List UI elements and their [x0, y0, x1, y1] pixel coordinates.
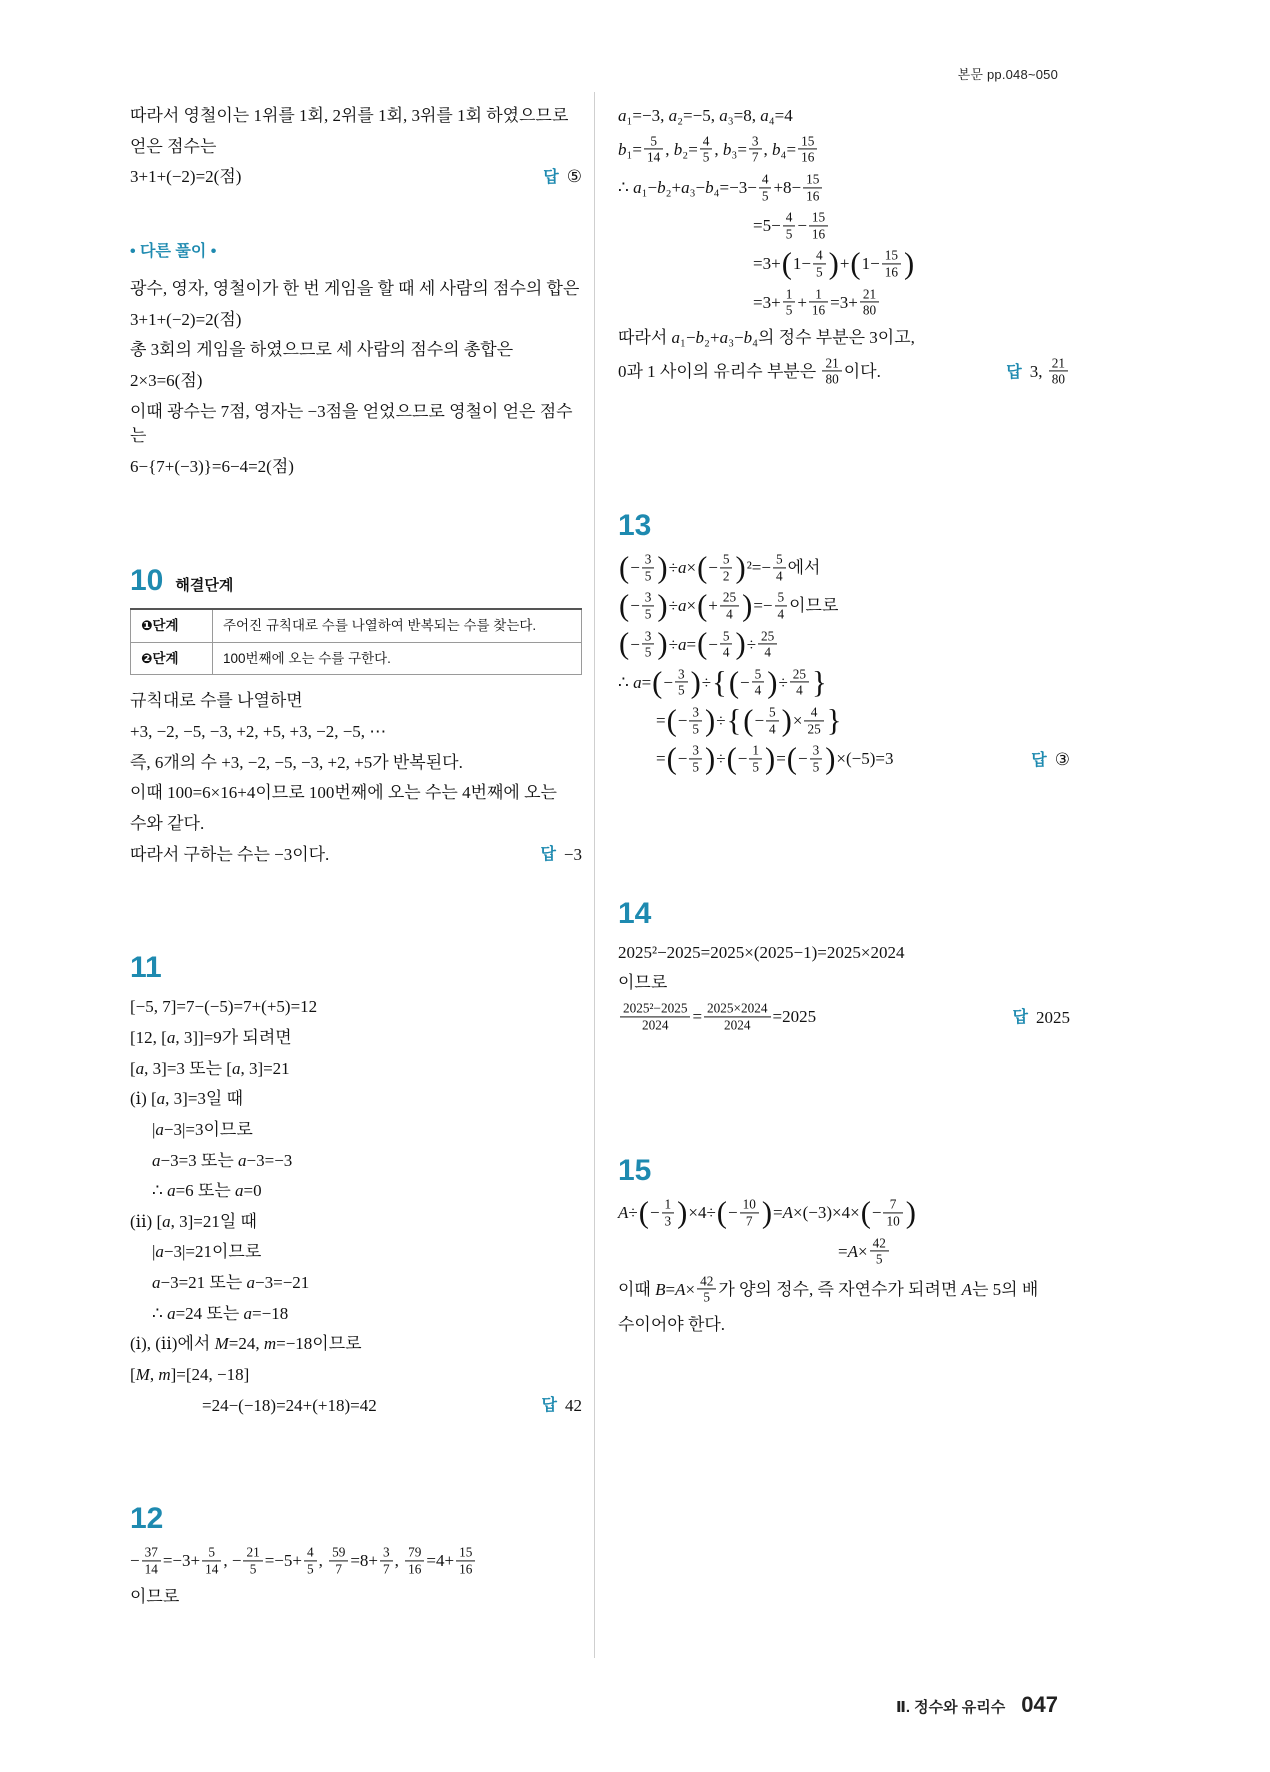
fraction: $\frac{1}{16}$ [809, 286, 828, 318]
solution-line [618, 1195, 1070, 1230]
fraction: $\frac{3}{5}$ [642, 551, 655, 583]
fraction: $\frac{7}{10}$ [883, 1197, 902, 1229]
solution-line [618, 665, 1070, 700]
fraction: $\frac{15}{16}$ [798, 133, 817, 165]
line-text: A÷(− $\frac{1}{3}$ )×4÷(− $\frac{10}{7}$ )=A×(−3)×4×(− $\frac{7}{10}$ ) [618, 1195, 916, 1230]
left-column [130, 98, 582, 1615]
fraction: $\frac{79}{16}$ [405, 1545, 424, 1577]
problem-heading [618, 1156, 1070, 1186]
solution-block [130, 995, 582, 1418]
fraction: $\frac{59}{7}$ [329, 1545, 348, 1577]
problem-number: 13 [618, 508, 652, 542]
line-text: +3, −2, −5, −3, +2, +5, +3, −2, −5, ⋯ [130, 722, 387, 742]
problem-number: 15 [618, 1154, 652, 1188]
solution-line [618, 326, 1070, 351]
answer-value: 3, $\frac{21}{80}$ [1030, 357, 1070, 389]
solution-line [130, 400, 582, 449]
line-text: =24−(−18)=24+(+18)=42 [202, 1395, 377, 1415]
solution-line [130, 1585, 582, 1610]
line-text: 수와 같다. [130, 814, 205, 834]
solution-line [618, 971, 1070, 996]
answer-label: 답 [540, 846, 556, 864]
line-text: 3+1+(−2)=2(점) [130, 167, 242, 187]
problem-heading [130, 563, 582, 597]
fraction: $\frac{21}{80}$ [860, 286, 879, 318]
line-text: =5− $\frac{4}{5}$ − $\frac{15}{16}$ [753, 211, 830, 243]
fraction: $\frac{5}{14}$ [644, 133, 663, 165]
line-text: 광수, 영자, 영철이가 한 번 게임을 할 때 세 사람의 점수의 합은 [130, 279, 580, 299]
fraction: $\frac{4}{5}$ [304, 1545, 317, 1577]
line-text: 6−{7+(−3)}=6−4=2(점) [130, 456, 294, 476]
problem-heading [618, 508, 1070, 542]
fraction: $\frac{5}{4}$ [773, 551, 786, 583]
line-text: 3+1+(−2)=2(점) [130, 309, 242, 329]
answer-value: ⑤ [566, 167, 582, 187]
fraction: $\frac{15}{16}$ [456, 1545, 475, 1577]
answer [994, 357, 1070, 389]
solution-line [130, 277, 582, 302]
problem-number: 14 [618, 896, 652, 930]
fraction: $\frac{3}{7}$ [380, 1545, 393, 1577]
line-text: − $\frac{37}{14}$ =−3+ $\frac{5}{14}$ , − $\frac{21}{5}$ =−5+ $\frac{4}{5}$ , $\frac{59}{7}$ =8+ $\frac{3}{7}$ , $\frac{79}{16}$ =4+ $\frac{15}{16}$ [130, 1546, 477, 1578]
solution-block [618, 550, 1070, 777]
solution-line [618, 1313, 1070, 1338]
solution-line [130, 1057, 582, 1082]
line-text: 따라서 구하는 수는 −3이다. [130, 844, 330, 864]
solution-line [130, 1546, 582, 1578]
solution-line [130, 1179, 582, 1204]
fraction: $\frac{21}{5}$ [243, 1545, 262, 1577]
line-text: 0과 1 사이의 유리수 부분은 $\frac{21}{80}$ 이다. [618, 355, 881, 387]
fraction: $\frac{42}{5}$ [870, 1235, 889, 1267]
line-text: 따라서 영철이는 1위를 1회, 2위를 1회, 3위를 1회 하였으므로 [130, 106, 569, 125]
right-column [618, 98, 1070, 1615]
fraction: $\frac{5}{4}$ [752, 666, 765, 698]
problem-heading [130, 953, 582, 983]
fraction: $\frac{\text{2025²−2025}}{2024}$ [620, 1000, 690, 1032]
answer-label: 답 [543, 169, 559, 186]
line-text: 이때 광수는 7점, 영자는 −3점을 얻었으므로 영철이 얻은 점수는 [130, 401, 573, 446]
fraction: $\frac{5}{2}$ [720, 551, 733, 583]
chapter-title: Ⅱ. 정수와 유리수 [895, 1699, 1006, 1716]
solution-line [130, 812, 582, 837]
solution-block [130, 104, 582, 190]
solution-line [130, 1332, 582, 1357]
step-name: ❷단계 [131, 642, 213, 675]
answer-label: 답 [541, 1397, 557, 1415]
line-text: |a−3|=21이므로 [152, 1242, 262, 1262]
step-description: 주어진 규칙대로 수를 나열하여 반복되는 수를 찾는다. [213, 609, 582, 642]
solution-line [130, 720, 582, 745]
header-reference: 본문 pp.048~050 [957, 67, 1058, 82]
line-text: a₁=−3, a₂=−5, a₃=8, a₄=4 [618, 106, 793, 125]
solution-line [130, 689, 582, 714]
fraction: $\frac{1}{5}$ [783, 286, 796, 318]
problem-heading [130, 1504, 582, 1534]
solution-line [618, 135, 1070, 167]
problem-heading [618, 896, 1070, 930]
answer-value: ③ [1054, 750, 1070, 770]
solution-line [130, 1087, 582, 1112]
problem-number: 10 [130, 563, 164, 597]
solution-block [618, 104, 1070, 389]
steps-row [131, 609, 582, 642]
fraction: $\frac{3}{5}$ [689, 743, 702, 775]
answer [531, 165, 582, 190]
solution-line [130, 1210, 582, 1235]
solution-line [618, 104, 1070, 129]
fraction: $\frac{3}{5}$ [689, 705, 702, 737]
page-number: 047 [1021, 1692, 1058, 1717]
answer [528, 843, 582, 868]
line-text: $\frac{\text{2025²−2025}}{2024}$ = $\frac{2025\times 2024}{2024}$ =2025 [618, 1002, 816, 1034]
solution-block [130, 277, 582, 479]
fraction: $\frac{3}{5}$ [642, 590, 655, 622]
solution-line [130, 308, 582, 333]
answer-value: −3 [563, 844, 582, 864]
column-divider [594, 92, 595, 1658]
line-text: (ⅰ), (ⅱ)에서 M=24, m=−18이므로 [130, 1334, 362, 1354]
line-text: ∴ a=6 또는 a=0 [152, 1181, 262, 1201]
answer-label: 답 [1031, 751, 1047, 769]
fraction: $\frac{15}{16}$ [809, 210, 828, 242]
fraction: $\frac{3}{5}$ [642, 628, 655, 660]
solution-line [618, 550, 1070, 585]
answer-label: 답 [1012, 1009, 1028, 1027]
line-text: 얻은 점수는 [130, 136, 217, 156]
line-text: |a−3|=3이므로 [152, 1119, 253, 1139]
fraction: $\frac{4}{5}$ [813, 248, 826, 280]
line-text: (− $\frac{3}{5}$ )÷a×(− $\frac{5}{2}$ )²=− $\frac{5}{4}$ 에서 [619, 550, 821, 585]
solution-line [618, 588, 1070, 623]
step-name: ❶단계 [131, 609, 213, 642]
solution-line [130, 1394, 582, 1419]
solution-block [618, 1195, 1070, 1337]
line-text: [M, m]=[24, −18] [130, 1365, 250, 1384]
line-text: (− $\frac{3}{5}$ )÷a×(+ $\frac{25}{4}$ )=− $\frac{5}{4}$ 이므로 [619, 588, 839, 623]
page-header [958, 64, 1058, 83]
fraction: $\frac{37}{14}$ [142, 1545, 161, 1577]
line-text: (− $\frac{3}{5}$ )÷a=(− $\frac{5}{4}$ )÷ $\frac{25}{4}$ [618, 630, 779, 662]
line-text: =A× $\frac{42}{5}$ [838, 1237, 891, 1269]
solution-line [618, 1234, 1070, 1269]
solution-line [130, 1149, 582, 1174]
solution-line [130, 338, 582, 363]
solution-line [130, 751, 582, 776]
line-text: 이므로 [130, 1586, 180, 1606]
fraction: $\frac{4}{5}$ [783, 210, 796, 242]
solution-line [618, 288, 1070, 320]
solution-line [618, 357, 1070, 389]
fraction: $\frac{15}{16}$ [882, 248, 901, 280]
fraction: $\frac{4}{5}$ [700, 133, 713, 165]
solution-line [618, 211, 1070, 243]
solution-line [130, 135, 582, 160]
line-text: a−3=3 또는 a−3=−3 [152, 1150, 293, 1170]
line-text: ∴ a=24 또는 a=−18 [152, 1303, 289, 1323]
solution-line [130, 1271, 582, 1296]
line-text: =(− $\frac{3}{5}$ )÷(− $\frac{1}{5}$ )=(− $\frac{3}{5}$ )×(−5)=3 [656, 741, 894, 776]
line-text: a−3=21 또는 a−3=−21 [152, 1273, 310, 1293]
line-text: =3+(1− $\frac{4}{5}$ )+(1− $\frac{15}{16}$ ) [753, 246, 915, 281]
solution-block [618, 941, 1070, 1035]
solution-line [130, 995, 582, 1020]
line-text: 즉, 6개의 수 +3, −2, −5, −3, +2, +5가 반복된다. [130, 752, 463, 772]
solution-line [618, 941, 1070, 966]
fraction: $\frac{4}{25}$ [804, 705, 823, 737]
fraction: $\frac{21}{80}$ [822, 355, 841, 387]
line-text: ∴ a₁−b₂+a₃−b₄=−3− $\frac{4}{5}$ +8− $\frac{15}{16}$ [618, 173, 824, 205]
solution-steps-table [130, 608, 582, 675]
alternate-solution-heading: • 다른 풀이 • [130, 242, 217, 260]
fraction: $\frac{3}{7}$ [749, 133, 762, 165]
answer-label: 답 [1006, 364, 1022, 382]
problem-label: 해결단계 [175, 576, 234, 594]
line-text: b₁= $\frac{5}{14}$ , b₂= $\frac{4}{5}$ , b₃= $\frac{3}{7}$ , b₄= $\frac{15}{16}$ [618, 135, 819, 167]
line-text: 2×3=6(점) [130, 371, 203, 391]
page-footer [896, 1692, 1058, 1718]
line-text: [−5, 7]=7−(−5)=7+(+5)=12 [130, 997, 318, 1017]
fraction: $\frac{5}{4}$ [766, 705, 779, 737]
fraction: $\frac{10}{7}$ [740, 1197, 759, 1229]
solution-line [130, 1240, 582, 1265]
solution-block [130, 689, 582, 867]
solution-line [618, 741, 1070, 776]
line-text: (ⅰ) [a, 3]=3일 때 [130, 1089, 244, 1109]
solution-line [130, 165, 582, 190]
line-text: ∴ a=(− $\frac{3}{5}$ )÷{(− $\frac{5}{4}$ )÷ $\frac{25}{4}$ } [618, 665, 827, 700]
solution-line [618, 246, 1070, 281]
solution-line [618, 1275, 1070, 1307]
fraction: $\frac{3}{5}$ [810, 743, 823, 775]
line-text: 이때 B=A× $\frac{42}{5}$ 가 양의 정수, 즉 자연수가 되려면 A는 5의 배 [618, 1273, 1039, 1305]
solution-line [130, 843, 582, 868]
fraction: $\frac{21}{80}$ [1049, 355, 1068, 387]
solution-line [130, 1302, 582, 1327]
fraction: $\frac{42}{5}$ [697, 1273, 716, 1305]
problem-number: 11 [130, 951, 162, 985]
answer [530, 1394, 582, 1419]
problem-number: 12 [130, 1502, 164, 1536]
answer-value: 42 [565, 1395, 582, 1415]
fraction: $\frac{25}{4}$ [790, 666, 809, 698]
line-text: 수이어야 한다. [618, 1315, 726, 1335]
fraction: $\frac{5}{4}$ [720, 628, 733, 660]
solution-line [130, 1026, 582, 1051]
fraction: $\frac{25}{4}$ [758, 628, 777, 660]
fraction: $\frac{4}{5}$ [759, 171, 772, 203]
steps-row [131, 642, 582, 675]
solution-line [130, 455, 582, 480]
answer-value: 2025 [1036, 1007, 1070, 1027]
line-text: [12, [a, 3]]=9가 되려면 [130, 1027, 292, 1047]
line-text: 규칙대로 수를 나열하면 [130, 691, 303, 711]
fraction: $\frac{1}{5}$ [749, 743, 762, 775]
solution-line [618, 1002, 1070, 1034]
solution-line [130, 781, 582, 806]
fraction: $\frac{2025\times 2024}{2024}$ [704, 1000, 770, 1032]
line-text: =(− $\frac{3}{5}$ )÷{(− $\frac{5}{4}$ )× $\frac{4}{25}$ } [656, 703, 842, 738]
line-text: 이므로 [618, 973, 668, 993]
step-description: 100번째에 오는 수를 구한다. [213, 642, 582, 675]
solution-line [618, 626, 1070, 662]
line-text: (ⅱ) [a, 3]=21일 때 [130, 1211, 257, 1231]
fraction: $\frac{25}{4}$ [720, 590, 739, 622]
line-text: 2025²−2025=2025×(2025−1)=2025×2024 [618, 942, 905, 962]
fraction: $\frac{1}{3}$ [662, 1197, 675, 1229]
solution-line [130, 1118, 582, 1143]
line-text: 총 3회의 게임을 하였으므로 세 사람의 점수의 총합은 [130, 340, 514, 360]
solution-block [130, 1546, 582, 1609]
content-columns [130, 98, 1070, 1615]
solution-line [130, 1363, 582, 1388]
fraction: $\frac{15}{16}$ [803, 171, 822, 203]
line-text: 이때 100=6×16+4이므로 100번째에 오는 수는 4번째에 오는 [130, 783, 557, 803]
solution-line [130, 104, 582, 129]
solution-line [618, 703, 1070, 738]
fraction: $\frac{3}{5}$ [675, 666, 688, 698]
solution-line [618, 173, 1070, 205]
solution-line [130, 369, 582, 394]
fraction: $\frac{5}{4}$ [775, 590, 788, 622]
answer [1001, 1006, 1070, 1031]
line-text: 따라서 a₁−b₂+a₃−b₄의 정수 부분은 3이고, [618, 328, 915, 348]
fraction: $\frac{5}{14}$ [202, 1545, 221, 1577]
answer [1019, 748, 1070, 773]
line-text: [a, 3]=3 또는 [a, 3]=21 [130, 1058, 290, 1078]
line-text: =3+ $\frac{1}{5}$ + $\frac{1}{16}$ =3+ $\frac{21}{80}$ [753, 288, 881, 320]
